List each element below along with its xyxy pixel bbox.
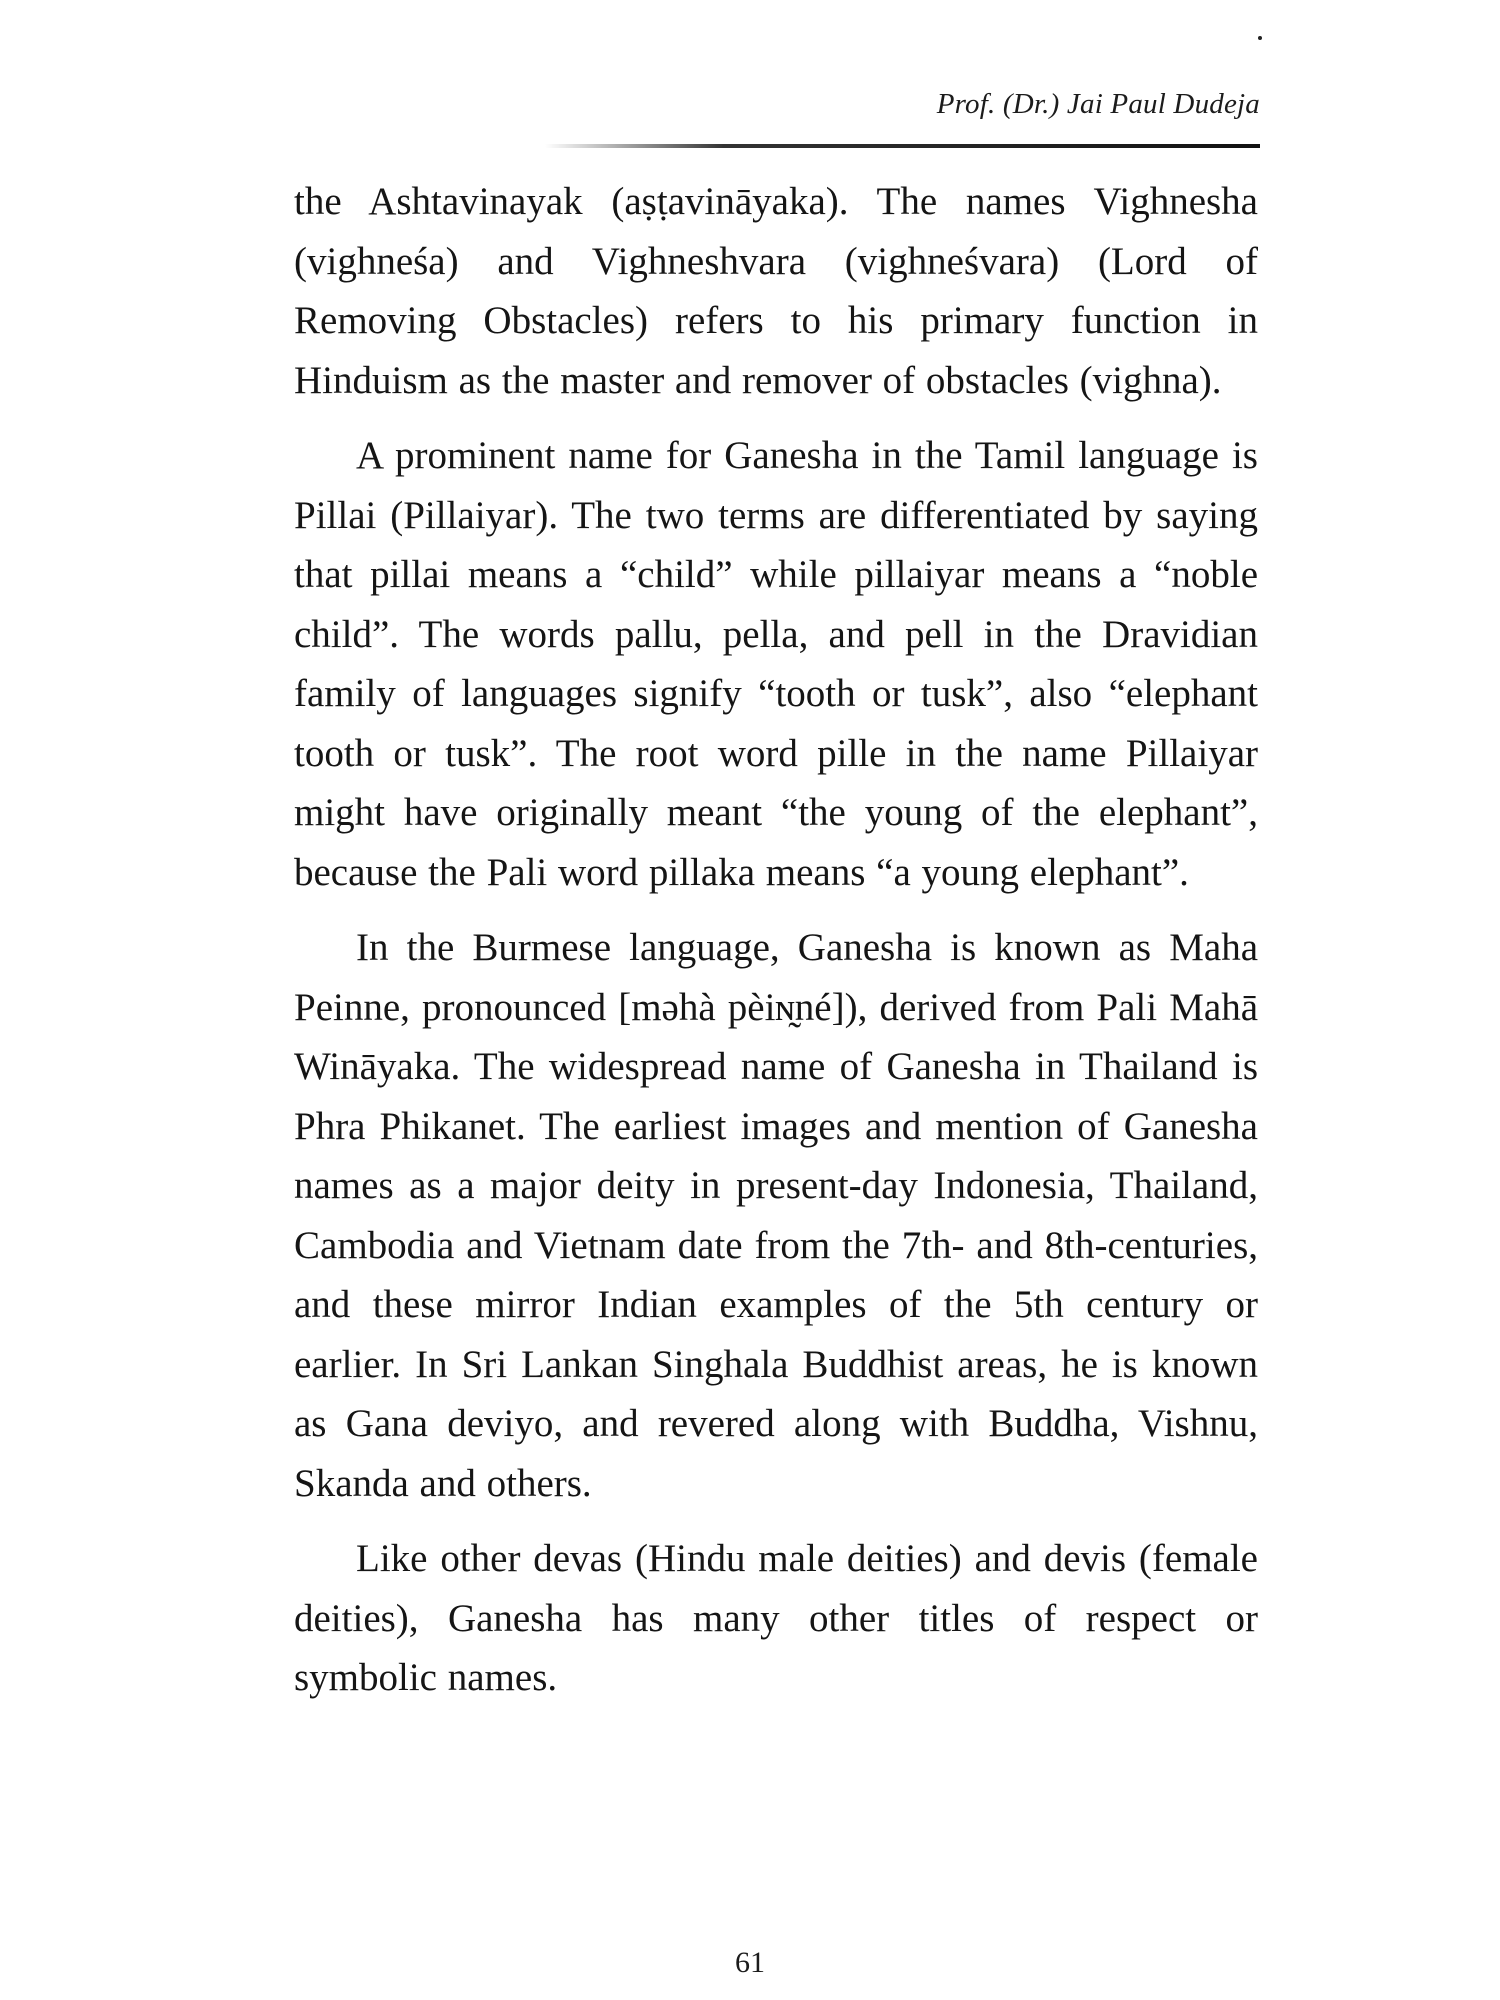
page-number: 61 bbox=[735, 1946, 765, 1979]
paragraph: the Ashtavinayak (aṣṭavināyaka). The names Vighnesha (vighneśa) and Vighneshvara (vighneśvara) (Lord of Removing Obstacles) refers to his primary function in Hinduism as the master and remover of obstacles (vighna). bbox=[294, 180, 1258, 402]
body-text bbox=[294, 172, 1258, 1708]
running-head: Prof. (Dr.) Jai Paul Dudeja bbox=[936, 88, 1260, 120]
corner-dot bbox=[1258, 36, 1262, 40]
paragraph: A prominent name for Ganesha in the Tamil language is Pillai (Pillaiyar). The two terms are differentiated by saying that pillai means a “child” while pillaiyar means a “noble child”. The words pallu, pella, and pell in the Dravidian family of languages signify “tooth or tusk”, also “elephant tooth or tusk”. The root word pille in the name Pillaiyar might have originally meant “the young of the elephant”, because the Pali word pillaka means “a young elephant”. bbox=[294, 434, 1258, 894]
paragraph: In the Burmese language, Ganesha is known as Maha Peinne, pronounced [məhà pèiɴ̰né]), derived from Pali Mahā Wināyaka. The widespread name of Ganesha in Thailand is Phra Phikanet. The earliest images and mention of Ganesha names as a major deity in present-day Indonesia, Thailand, Cambodia and Vietnam date from the 7th- and 8th-centuries, and these mirror Indian examples of the 5th century or earlier. In Sri Lankan Singhala Buddhist areas, he is known as Gana deviyo, and revered along with Buddha, Vishnu, Skanda and others. bbox=[294, 926, 1258, 1505]
header-rule bbox=[545, 144, 1260, 148]
paragraph: Like other devas (Hindu male deities) and devis (female deities), Ganesha has many other titles of respect or symbolic names. bbox=[294, 1537, 1258, 1699]
